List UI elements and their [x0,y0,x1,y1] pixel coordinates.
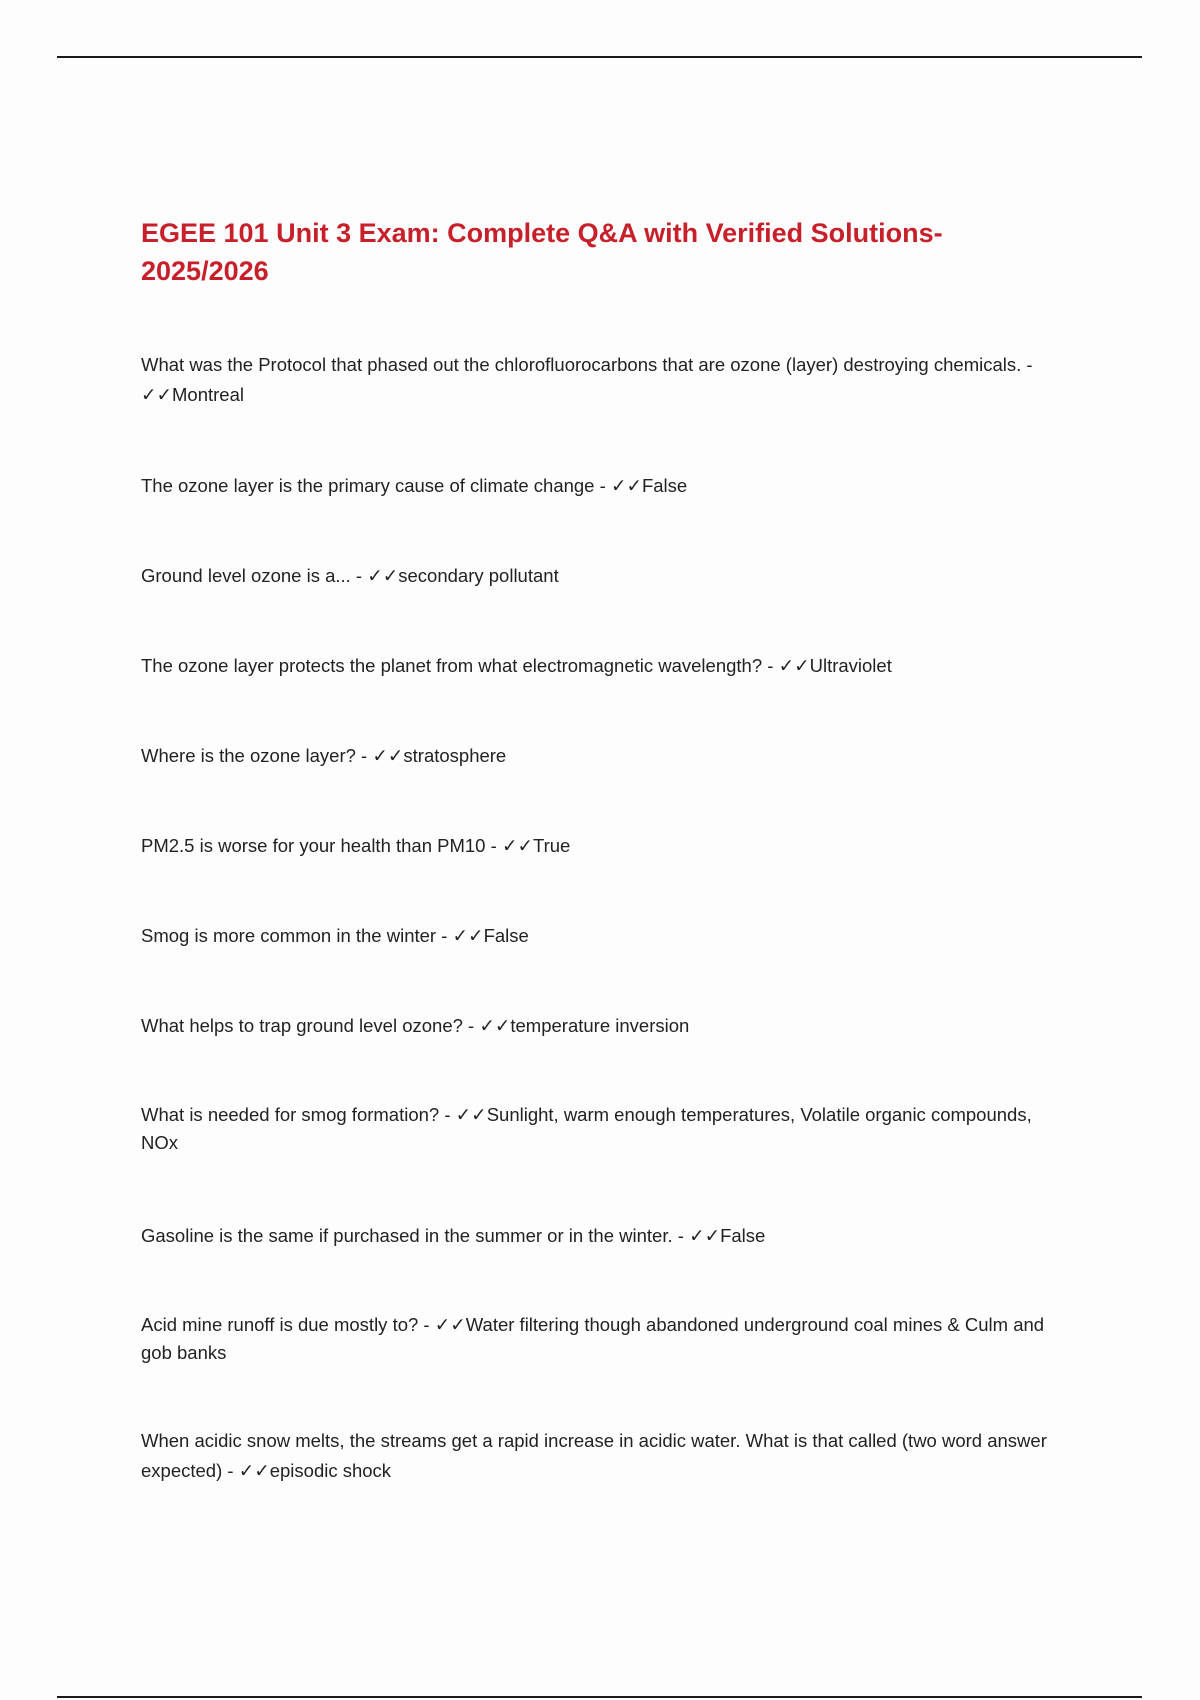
qa-item [141,1011,1071,1041]
answer-text: Ultraviolet [809,655,892,676]
answer-text: False [641,475,688,496]
question-text: The ozone layer is the primary cause of climate change [141,475,595,496]
double-check-icon: ✓✓ [141,384,173,405]
separator: - [222,1460,239,1481]
qa-item [141,831,1071,861]
qa-item [141,741,1071,771]
answer-text: temperature inversion [510,1015,690,1036]
answer-text: Sunlight, warm enough temperatures, Volatile organic compounds, NOx [141,1104,1032,1153]
double-check-icon: ✓✓ [238,1460,270,1481]
question-text: Where is the ozone layer? [141,745,356,766]
document-title: EGEE 101 Unit 3 Exam: Complete Q&A with Verified Solutions- 2025/2026 [141,218,943,286]
separator: - [1021,354,1033,375]
separator: - [418,1314,435,1335]
question-text: When acidic snow melts, the streams get a rapid increase in acidic water. What is that called (two word answer expected) [141,1430,1047,1481]
question-text: Ground level ozone is a... [141,565,351,586]
double-check-icon: ✓✓ [372,745,404,766]
question-text: What was the Protocol that phased out the chlorofluorocarbons that are ozone (layer) destroying chemicals. [141,354,1022,375]
bottom-rule [57,1696,1142,1698]
separator: - [439,1104,456,1125]
answer-text: False [720,1225,766,1246]
separator: - [355,745,373,766]
double-check-icon: ✓✓ [452,925,484,946]
answer-text: secondary pollutant [398,565,559,586]
answer-text: stratosphere [403,745,507,766]
separator: - [436,925,453,946]
double-check-icon: ✓✓ [689,1225,721,1246]
separator: - [462,1015,480,1036]
top-rule [57,56,1142,58]
separator: - [485,835,502,856]
answer-text: True [532,835,571,856]
qa-item [141,471,1071,501]
question-text: What is needed for smog formation? [141,1104,440,1125]
question-text: Gasoline is the same if purchased in the summer or in the winter. [141,1225,673,1246]
separator: - [762,655,779,676]
separator: - [350,565,368,586]
answer-text: episodic shock [269,1460,392,1481]
qa-item [141,651,1071,681]
separator: - [594,475,611,496]
answer-text: False [483,925,529,946]
question-text: What helps to trap ground level ozone? [141,1015,463,1036]
double-check-icon: ✓✓ [367,565,399,586]
qa-item [141,1311,1071,1367]
answer-text: Water filtering though abandoned underground coal mines & Culm and gob banks [141,1314,1045,1363]
qa-item [141,350,1071,410]
separator: - [672,1225,690,1246]
qa-item [141,1426,1071,1486]
answer-text: Montreal [172,384,244,405]
double-check-icon: ✓✓ [501,835,533,856]
question-text: Smog is more common in the winter [141,925,437,946]
double-check-icon: ✓✓ [778,655,810,676]
question-text: PM2.5 is worse for your health than PM10 [141,835,486,856]
question-text: The ozone layer protects the planet from what electromagnetic wavelength? [141,655,763,676]
double-check-icon: ✓✓ [434,1314,466,1335]
question-text: Acid mine runoff is due mostly to? [141,1314,419,1335]
qa-item [141,1101,1071,1157]
double-check-icon: ✓✓ [455,1104,487,1125]
qa-item [141,561,1071,591]
double-check-icon: ✓✓ [479,1015,511,1036]
double-check-icon: ✓✓ [610,475,642,496]
qa-item [141,921,1071,951]
qa-item [141,1221,1071,1251]
